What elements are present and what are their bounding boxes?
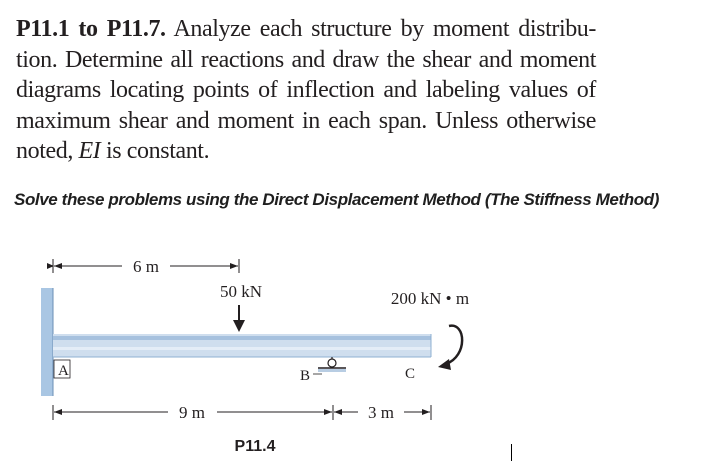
solution-instruction: Solve these problems using the Direct Displacement Method (The Stiffness Method) xyxy=(14,190,659,209)
applied-moment xyxy=(391,289,469,370)
ei-symbol: EI xyxy=(78,138,101,165)
point-load xyxy=(220,282,262,332)
moment-label: 200 kN • m xyxy=(390,289,470,308)
dimension-6m xyxy=(53,257,239,276)
text-cursor xyxy=(511,444,512,461)
dimension-bottom xyxy=(53,403,431,422)
problem-range: P11.1 to P11.7. xyxy=(16,16,166,42)
end-c-label: C xyxy=(405,366,416,382)
dim-top-label: 6 m xyxy=(133,257,159,276)
figure-caption: P11.4 xyxy=(234,438,276,455)
beam xyxy=(53,334,431,357)
problem-text-1: Analyze each structure by moment distribu-tion. Determine all reactions and draw the shear and moment diagrams locating points of inflection and labeling values of maximum shear and moment in each span. Unless otherwise noted, xyxy=(16,16,596,165)
dim-bc-label: 3 m xyxy=(368,403,394,422)
support-a-label: A xyxy=(58,363,69,379)
point-load-label: 50 kN xyxy=(219,282,263,301)
roller-support-b xyxy=(300,357,346,384)
support-b-label: B xyxy=(300,368,311,384)
problem-text-2: is constant. xyxy=(100,138,210,165)
fixed-wall xyxy=(41,288,53,396)
dim-ab-label: 9 m xyxy=(179,403,205,422)
